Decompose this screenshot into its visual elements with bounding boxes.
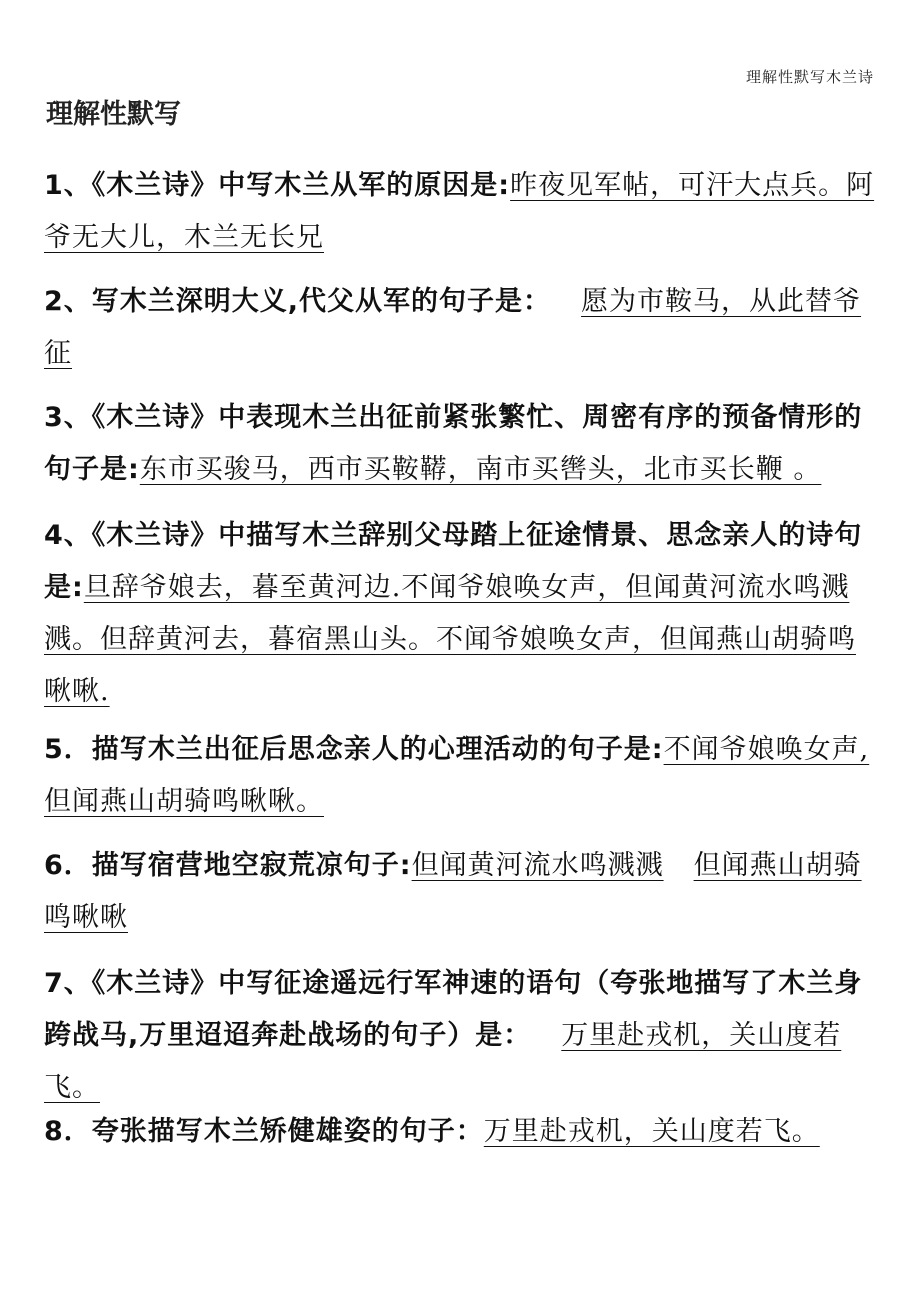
running-header: 理解性默写木兰诗 <box>745 68 874 86</box>
answer-text: 昨夜见军帖，可汗大点兵。阿爷无大儿，木兰无长兄 <box>44 170 875 253</box>
answer-text-2: 但闻燕山胡骑鸣啾啾 <box>44 850 862 933</box>
question-item-2 <box>44 276 878 380</box>
question-text: 8．夸张描写木兰矫健雄姿的句子： <box>44 1116 484 1147</box>
question-item-3 <box>44 392 878 496</box>
question-text: 2、写木兰深明大义,代父从军的句子是： <box>44 286 552 317</box>
answer-text: 万里赴戎机，关山度若飞。 <box>483 1116 820 1147</box>
question-item-1 <box>44 160 878 264</box>
answer-text: 不闻爷娘唤女声,但闻燕山胡骑鸣啾啾。 <box>44 734 870 817</box>
question-item-6 <box>44 840 878 944</box>
question-item-7 <box>44 958 878 1114</box>
answer-text: 万里赴戎机，关山度若飞。 <box>44 1020 842 1103</box>
question-text: 5．描写木兰出征后思念亲人的心理活动的句子是: <box>44 734 664 765</box>
question-text: 6．描写宿营地空寂荒凉句子: <box>44 850 412 881</box>
document-title: 理解性默写 <box>46 99 181 130</box>
answer-text: 东市买骏马，西市买鞍鞯，南市买辔头，北市买长鞭 。 <box>139 454 822 485</box>
question-item-8 <box>44 1106 878 1158</box>
question-text: 7、《木兰诗》中写征途遥远行军神速的语句（夸张地描写了木兰身跨战马,万里迢迢奔赴战场的句子）是： <box>44 968 863 1051</box>
question-text: 4、《木兰诗》中描写木兰辞别父母踏上征途情景、思念亲人的诗句是: <box>44 520 863 603</box>
question-item-5 <box>44 724 878 828</box>
question-item-4 <box>44 510 878 718</box>
answer-text: 旦辞爷娘去，暮至黄河边.不闻爷娘唤女声，但闻黄河流水鸣溅溅。但辞黄河去，暮宿黑山头。不闻爷娘唤女声，但闻燕山胡骑鸣啾啾. <box>44 572 856 707</box>
question-text: 3、《木兰诗》中表现木兰出征前紧张繁忙、周密有序的预备情形的句子是: <box>44 402 863 485</box>
question-text: 1、《木兰诗》中写木兰从军的原因是: <box>44 170 511 201</box>
answer-text: 愿为市鞍马，从此替爷征 <box>44 286 862 369</box>
answer-text: 但闻黄河流水鸣溅溅 <box>411 850 664 881</box>
